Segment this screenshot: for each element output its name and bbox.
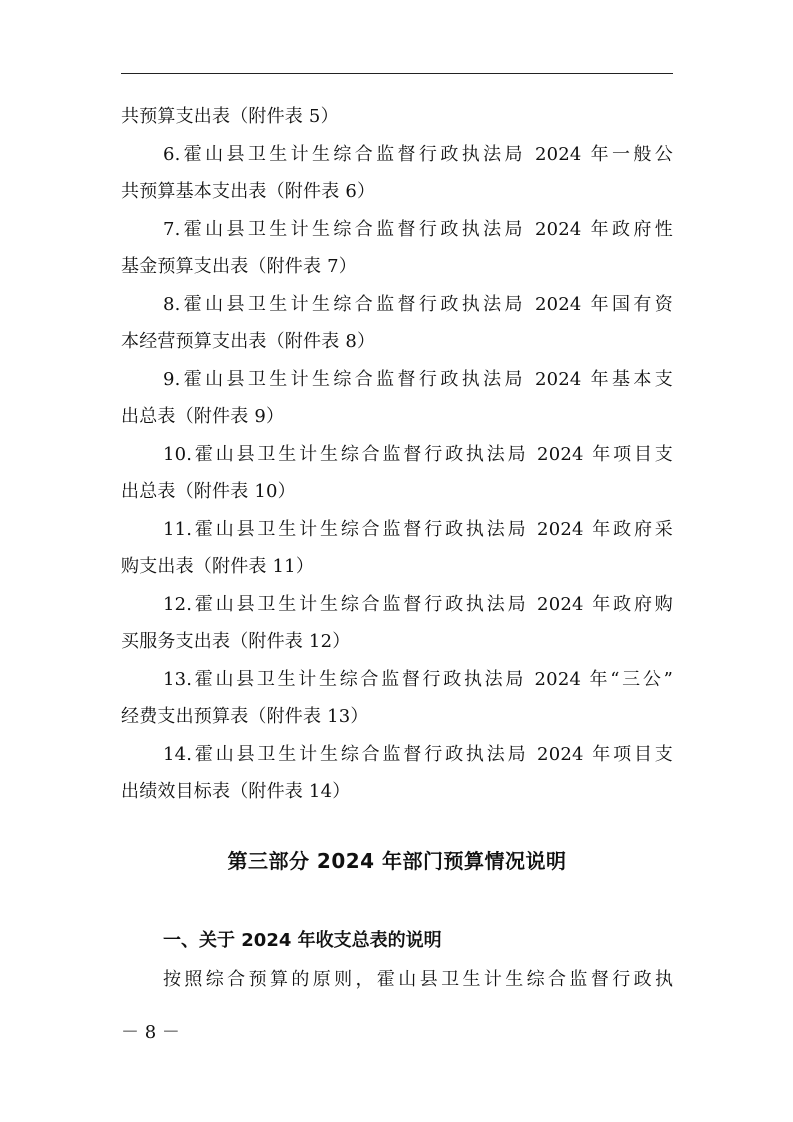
list-line: 购支出表（附件表 11） bbox=[121, 556, 315, 577]
list-line: 6.霍山县卫生计生综合监督行政执法局 2024 年一般公 bbox=[163, 143, 673, 165]
list-line: 13.霍山县卫生计生综合监督行政执法局 2024 年“三公” bbox=[163, 668, 673, 690]
list-line: 7.霍山县卫生计生综合监督行政执法局 2024 年政府性 bbox=[163, 218, 673, 240]
list-line: 14.霍山县卫生计生综合监督行政执法局 2024 年项目支 bbox=[163, 743, 673, 765]
list-line: 11.霍山县卫生计生综合监督行政执法局 2024 年政府采 bbox=[163, 518, 673, 540]
list-line: 经费支出预算表（附件表 13） bbox=[121, 706, 369, 727]
list-line: 共预算基本支出表（附件表 6） bbox=[121, 181, 376, 202]
page-number: － 8 － bbox=[121, 1022, 180, 1043]
list-line: 出总表（附件表 10） bbox=[121, 481, 296, 502]
list-line: 本经营预算支出表（附件表 8） bbox=[121, 331, 376, 352]
body-paragraph: 按照综合预算的原则，霍山县卫生计生综合监督行政执 bbox=[163, 969, 673, 990]
list-line: 出总表（附件表 9） bbox=[121, 406, 285, 427]
list-line: 基金预算支出表（附件表 7） bbox=[121, 256, 357, 277]
list-line: 12.霍山县卫生计生综合监督行政执法局 2024 年政府购 bbox=[163, 593, 673, 615]
list-line: 出绩效目标表（附件表 14） bbox=[121, 781, 351, 802]
list-line: 8.霍山县卫生计生综合监督行政执法局 2024 年国有资 bbox=[163, 293, 673, 315]
list-line: 买服务支出表（附件表 12） bbox=[121, 631, 351, 652]
list-line: 9.霍山县卫生计生综合监督行政执法局 2024 年基本支 bbox=[163, 368, 673, 390]
attachment-list bbox=[121, 98, 673, 811]
list-line: 10.霍山县卫生计生综合监督行政执法局 2024 年项目支 bbox=[163, 443, 673, 465]
sub-heading: 一、关于 2024 年收支总表的说明 bbox=[163, 930, 442, 951]
header-rule bbox=[121, 73, 673, 74]
list-line: 共预算支出表（附件表 5） bbox=[121, 106, 339, 127]
section-heading: 第三部分 2024 年部门预算情况说明 bbox=[227, 849, 567, 873]
